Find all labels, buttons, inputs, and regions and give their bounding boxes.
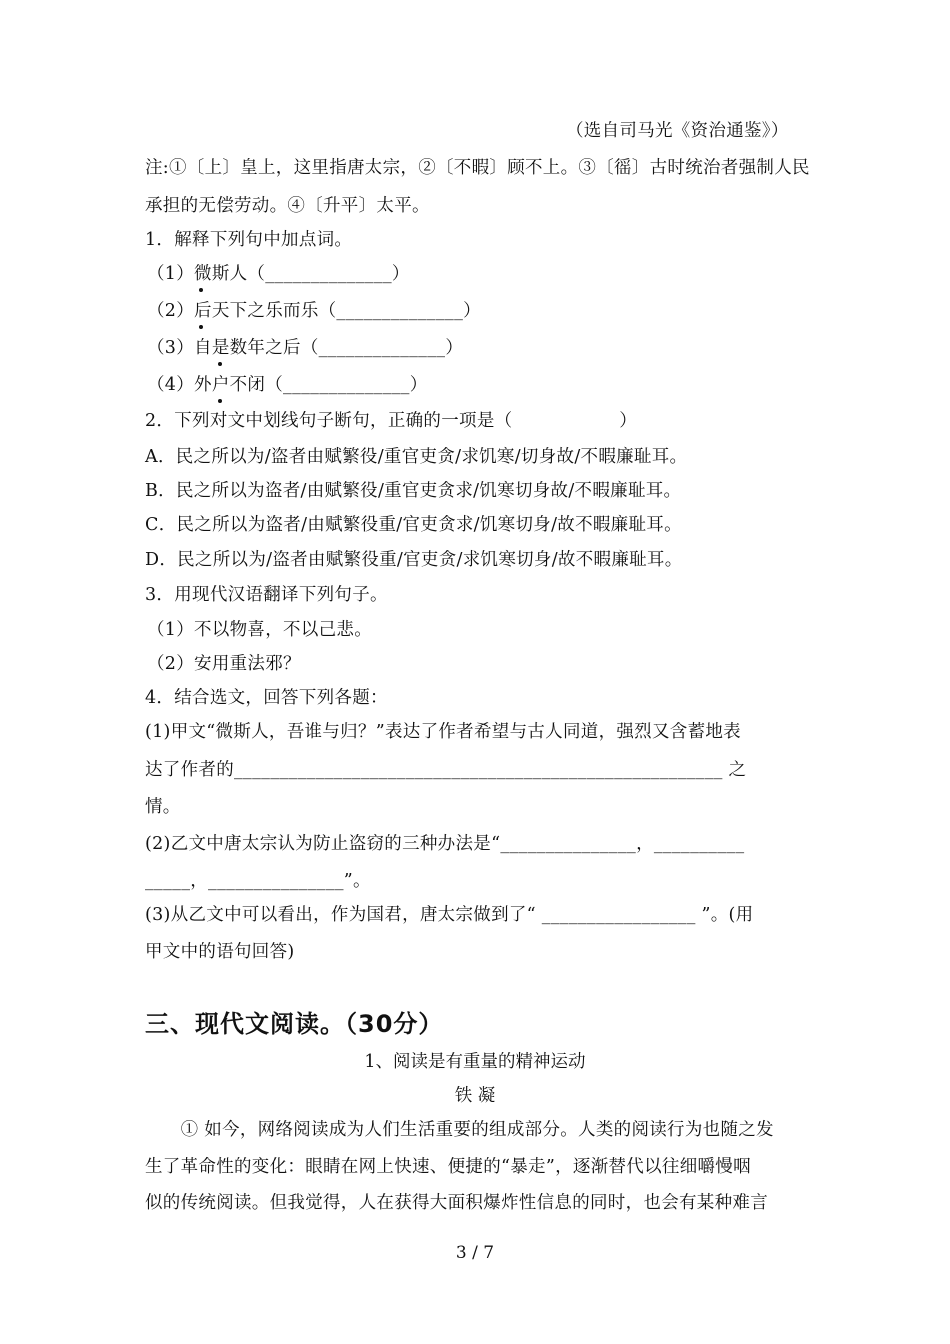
question-4-stem: 4．结合选文，回答下列各题： (145, 688, 388, 708)
question-2-option-c: C．民之所以为盗者/由赋繁役重/官吏贪求/饥寒切身/故不暇廉耻耳。 (145, 515, 682, 535)
emphasis-dot (218, 362, 222, 366)
question-1-item-4: （4）外户不闭（______________） (147, 375, 428, 395)
emphasis-dot (199, 288, 203, 292)
question-2-stem: 2．下列对文中划线句子断句，正确的一项是（ ） (145, 411, 638, 431)
section-heading: 三、现代文阅读。（30分） (145, 1010, 444, 1038)
question-4-part-1-line-2: 达了作者的______________________________________________________ 之 (145, 760, 747, 780)
question-1-item-2: （2）后天下之乐而乐（______________） (147, 301, 481, 321)
notes-line-2: 承担的无偿劳动。④〔升平〕太平。 (145, 196, 430, 216)
question-4-part-2-line-2: _____，_______________”。 (145, 871, 371, 891)
emphasis-dot (199, 325, 203, 329)
question-4-part-2-line-1: (2)乙文中唐太宗认为防止盗窃的三种办法是“_______________，__________ (145, 834, 745, 854)
notes-line-1: 注:①〔上〕皇上，这里指唐太宗，②〔不暇〕顾不上。③〔徭〕古时统治者强制人民 (145, 158, 810, 178)
question-4-part-1-line-1: (1)甲文“微斯人，吾谁与归？”表达了作者希望与古人同道，强烈又含蓄地表 (145, 722, 741, 742)
question-3-stem: 3．用现代汉语翻译下列句子。 (145, 585, 388, 605)
question-4-part-3-line-2: 甲文中的语句回答) (145, 942, 295, 962)
emphasis-dot (218, 399, 222, 403)
question-4-part-1-line-3: 情。 (145, 797, 181, 817)
article-author: 铁 凝 (454, 1086, 496, 1106)
question-3-item-1: （1）不以物喜，不以己悲。 (147, 620, 373, 640)
question-1-stem: 1．解释下列句中加点词。 (145, 230, 353, 250)
article-title: 1、阅读是有重量的精神运动 (364, 1052, 586, 1072)
question-1-item-1: （1）微斯人（______________） (147, 264, 410, 284)
question-2-option-b: B．民之所以为盗者/由赋繁役/重官吏贪求/饥寒切身故/不暇廉耻耳。 (145, 481, 682, 501)
question-2-option-a: A．民之所以为/盗者由赋繁役/重官吏贪/求饥寒/切身故/不暇廉耻耳。 (145, 447, 688, 467)
page-number: 3 / 7 (455, 1243, 495, 1263)
paragraph-line-3: 似的传统阅读。但我觉得，人在获得大面积爆炸性信息的同时，也会有某种难言 (145, 1193, 768, 1213)
paragraph-line-2: 生了革命性的变化：眼睛在网上快速、便捷的“暴走”，逐渐替代以往细嚼慢咽 (145, 1157, 751, 1177)
paragraph-line-1: ① 如今，网络阅读成为人们生活重要的组成部分。人类的阅读行为也随之发 (145, 1120, 774, 1140)
question-1-item-3: （3）自是数年之后（______________） (147, 338, 464, 358)
question-3-item-2: （2）安用重法邪？ (147, 654, 301, 674)
source-citation: （选自司马光《资治通鉴》） (566, 121, 789, 141)
question-4-part-3-line-1: (3)从乙文中可以看出，作为国君，唐太宗做到了“ _________________ ”。(用 (145, 905, 754, 925)
question-2-option-d: D．民之所以为/盗者由赋繁役重/官吏贪/求饥寒切身/故不暇廉耻耳。 (145, 550, 683, 570)
